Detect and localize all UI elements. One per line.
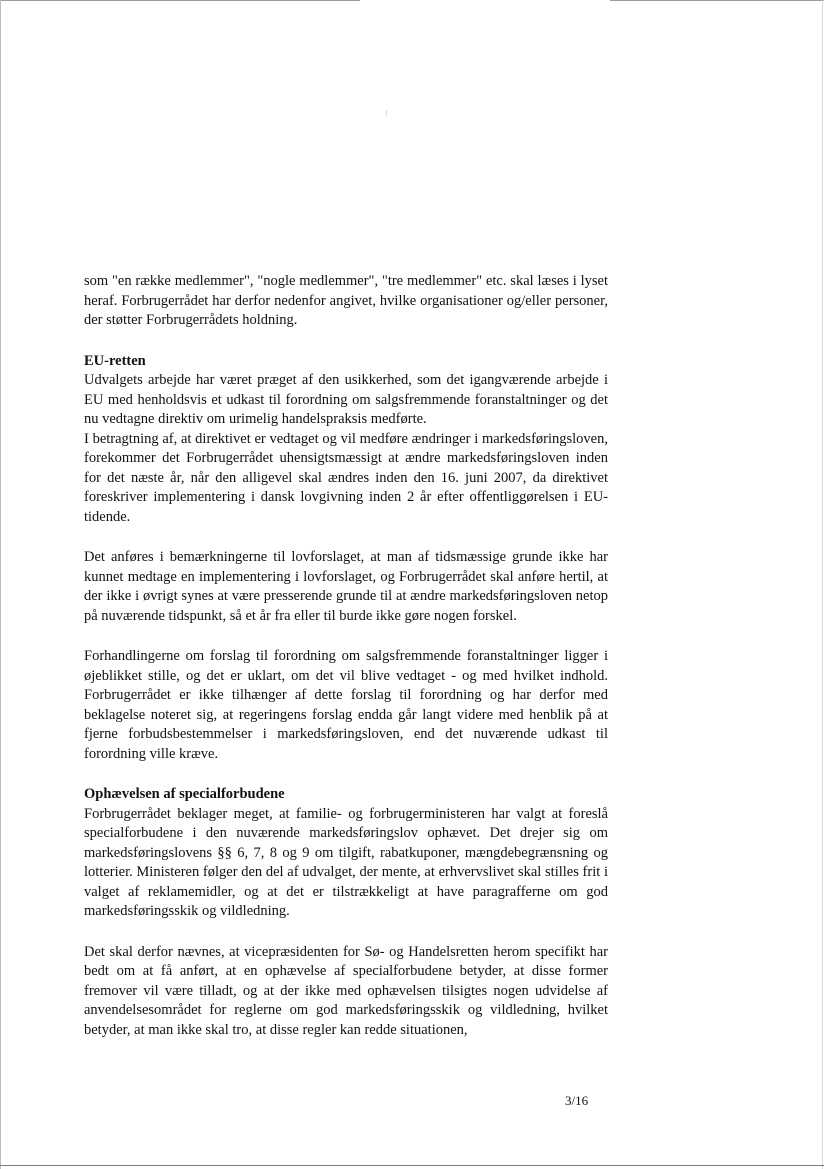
scan-speck xyxy=(386,110,387,116)
paragraph-gap xyxy=(84,527,608,548)
scan-edge-top xyxy=(0,0,824,1)
special-paragraph-1: Forbrugerrådet beklager meget, at familie- og forbrugerministeren har valgt at foreslå specialforbudene i den nuværende markedsføringslov ophævet. Det drejer sig om markedsføringslovens §§ 6, 7, 8 og 9 om tilgift, rabatkuponer, mængdebegrænsning og lotterier. Ministeren følger den del af udvalget, der mente, at erhvervslivet skal stilles frit i valget af reklamemidler, og at det er tilstrækkeligt at have paragrafferne om god markedsføringsskik og vildledning. xyxy=(84,805,608,919)
page-number: 3/16 xyxy=(565,1093,589,1108)
page-body xyxy=(84,272,608,1040)
paragraph-gap xyxy=(84,922,608,943)
eu-paragraph-4: Forhandlingerne om forslag til forordning om salgsfremmende foranstaltninger ligger i øjeblikket stille, og det er uklart, om det vil blive vedtaget - og med hvilket indhold. Forbrugerrådet er ikke tilhænger af dette forslag til forordning og har derfor med beklagelse noteret sig, at regeringens forslag endda går langt videre med henblik på at fjerne forbudsbestemmelser i markedsføringsloven, end det nuværende udkast til forordning ville kræve. xyxy=(84,648,608,762)
paragraph-gap xyxy=(84,331,608,352)
scan-edge-right xyxy=(822,0,823,1169)
eu-paragraph-1: Udvalgets arbejde har været præget af den usikkerhed, som det igangværende arbejde i EU med henholdsvis et udkast til forordning om salgsfremmende foranstaltninger og det nu vedtagne direktiv om urimelig handelspraksis medførte. xyxy=(84,372,608,427)
section-heading-specialforbud: Ophævelsen af specialforbudene xyxy=(84,786,285,802)
intro-paragraph: som "en række medlemmer", "nogle medlemmer", "tre medlemmer" etc. skal læses i lyset heraf. Forbrugerrådet har derfor nedenfor angivet, hvilke organisationer og/eller personer, der støtter Forbrugerrådets holdning. xyxy=(84,273,608,328)
eu-paragraph-2: I betragtning af, at direktivet er vedtaget og vil medføre ændringer i markedsføringsloven, forekommer det Forbrugerrådet uhensigtsmæssigt at ændre markedsføringsloven inden for det næste år, når den alligevel skal ændres inden den 16. juni 2007, da direktivet foreskriver implementering i dansk lovgivning inden 2 år efter offentliggørelsen i EU-tidende. xyxy=(84,430,608,525)
scan-edge-bottom xyxy=(0,1165,824,1166)
scan-edge-left xyxy=(0,0,1,1169)
section-heading-eu: EU-retten xyxy=(84,352,146,369)
paragraph-gap xyxy=(84,626,608,647)
special-paragraph-2: Det skal derfor nævnes, at vicepræsidenten for Sø- og Handelsretten herom specifikt har bedt om at få anført, at en ophævelse af specialforbudene betyder, at disse former fremover vil være tilladt, og at der ikke med ophævelsen tilsigtes nogen udvidelse af anvendelsesområdet for reglerne om god markedsføringsskik og vildledning, hvilket betyder, at man ikke skal tro, at disse regler kan redde situationen, xyxy=(84,943,608,1038)
paragraph-gap xyxy=(84,764,608,785)
eu-paragraph-3: Det anføres i bemærkningerne til lovforslaget, at man af tidsmæssige grunde ikke har kunnet medtage en implementering i lovforslaget, og Forbrugerrådet skal anføre hertil, at der ikke i øvrigt synes at være presserende grunde til at ændre markedsføringsloven netop på nuværende tidspunkt, så et år fra eller til burde ikke gøre nogen forskel. xyxy=(84,549,608,624)
